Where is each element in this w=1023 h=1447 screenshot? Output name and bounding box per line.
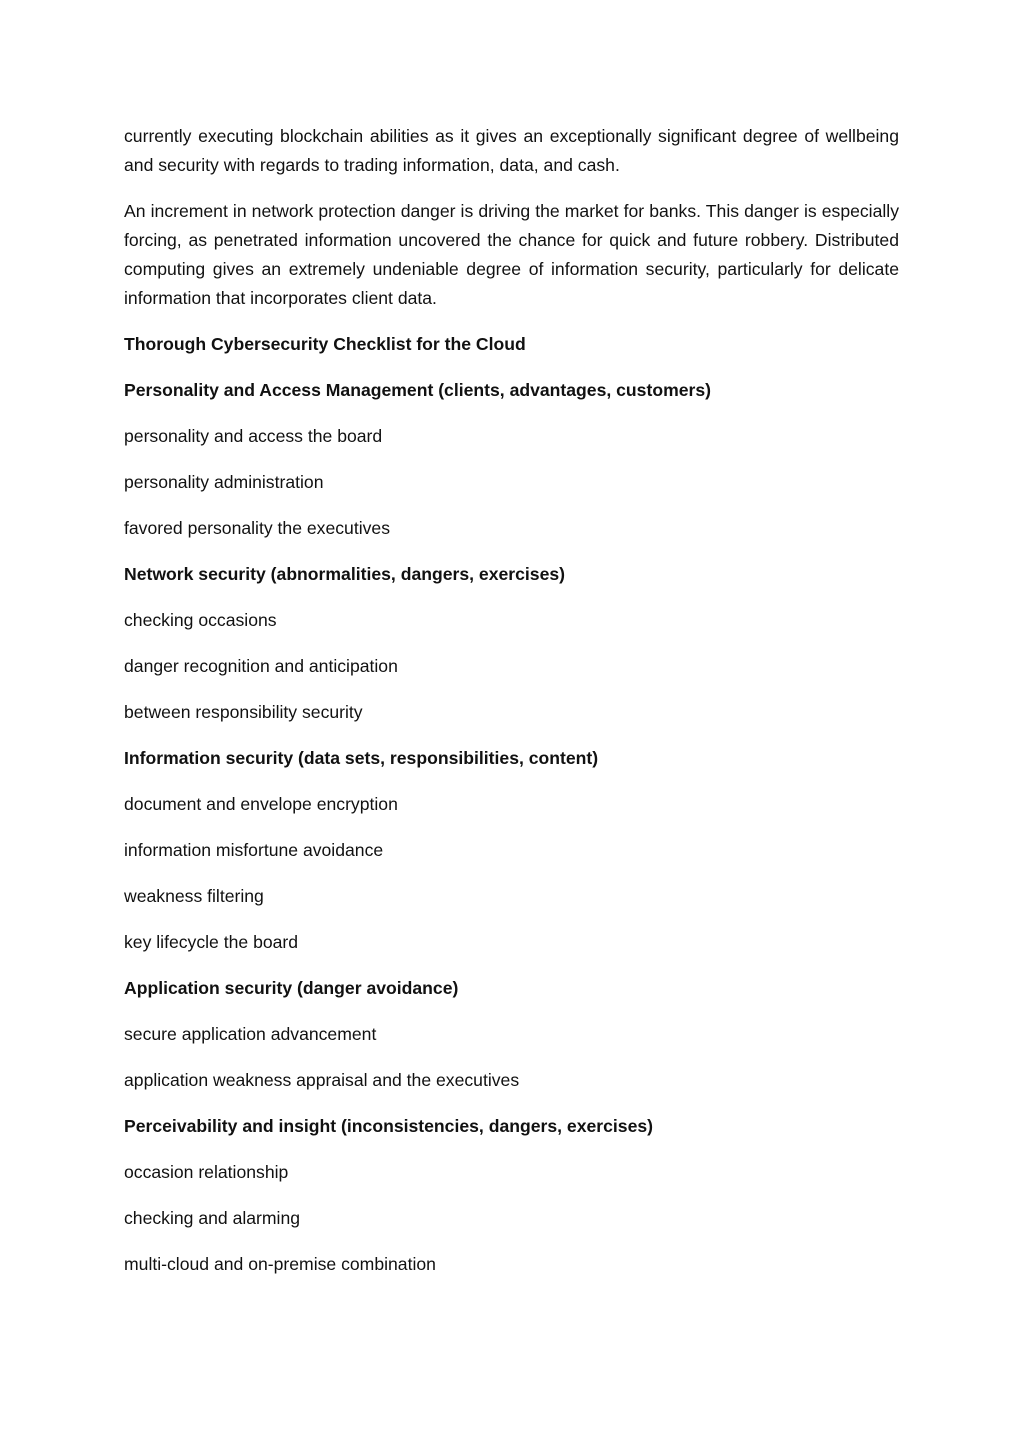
list-item: danger recognition and anticipation (124, 656, 398, 676)
list-item: weakness filtering (124, 886, 264, 906)
section-heading-network: Network security (abnormalities, dangers, exercises) (124, 564, 566, 584)
list-item: key lifecycle the board (124, 932, 299, 952)
checklist-title: Thorough Cybersecurity Checklist for the Cloud (124, 334, 526, 354)
list-item: checking and alarming (124, 1208, 301, 1228)
list-item: occasion relationship (124, 1162, 289, 1182)
section-heading-application: Application security (danger avoidance) (124, 978, 459, 998)
list-item: checking occasions (124, 610, 277, 630)
document-page (124, 122, 899, 1296)
list-item: information misfortune avoidance (124, 840, 384, 860)
list-item: personality administration (124, 472, 324, 492)
list-item: personality and access the board (124, 426, 383, 446)
list-item: multi-cloud and on-premise combination (124, 1254, 436, 1274)
list-item: application weakness appraisal and the executives (124, 1070, 520, 1090)
section-heading-information: Information security (data sets, responsibilities, content) (124, 748, 599, 768)
section-heading-identity: Personality and Access Management (clients, advantages, customers) (124, 380, 711, 400)
list-item: secure application advancement (124, 1024, 377, 1044)
list-item: between responsibility security (124, 702, 363, 722)
intro-paragraph-1: currently executing blockchain abilities as it gives an exceptionally significant degree of wellbeing and security with regards to trading information, data, and cash. (124, 126, 899, 175)
section-heading-perceivability: Perceivability and insight (inconsistencies, dangers, exercises) (124, 1116, 653, 1136)
list-item: favored personality the executives (124, 518, 391, 538)
intro-paragraph-2: An increment in network protection danger is driving the market for banks. This danger is especially forcing, as penetrated information uncovered the chance for quick and future robbery. Distributed computing gives an extremely undeniable degree of information security, particularly for delicate information that incorporates client data. (124, 201, 899, 308)
list-item: document and envelope encryption (124, 794, 398, 814)
